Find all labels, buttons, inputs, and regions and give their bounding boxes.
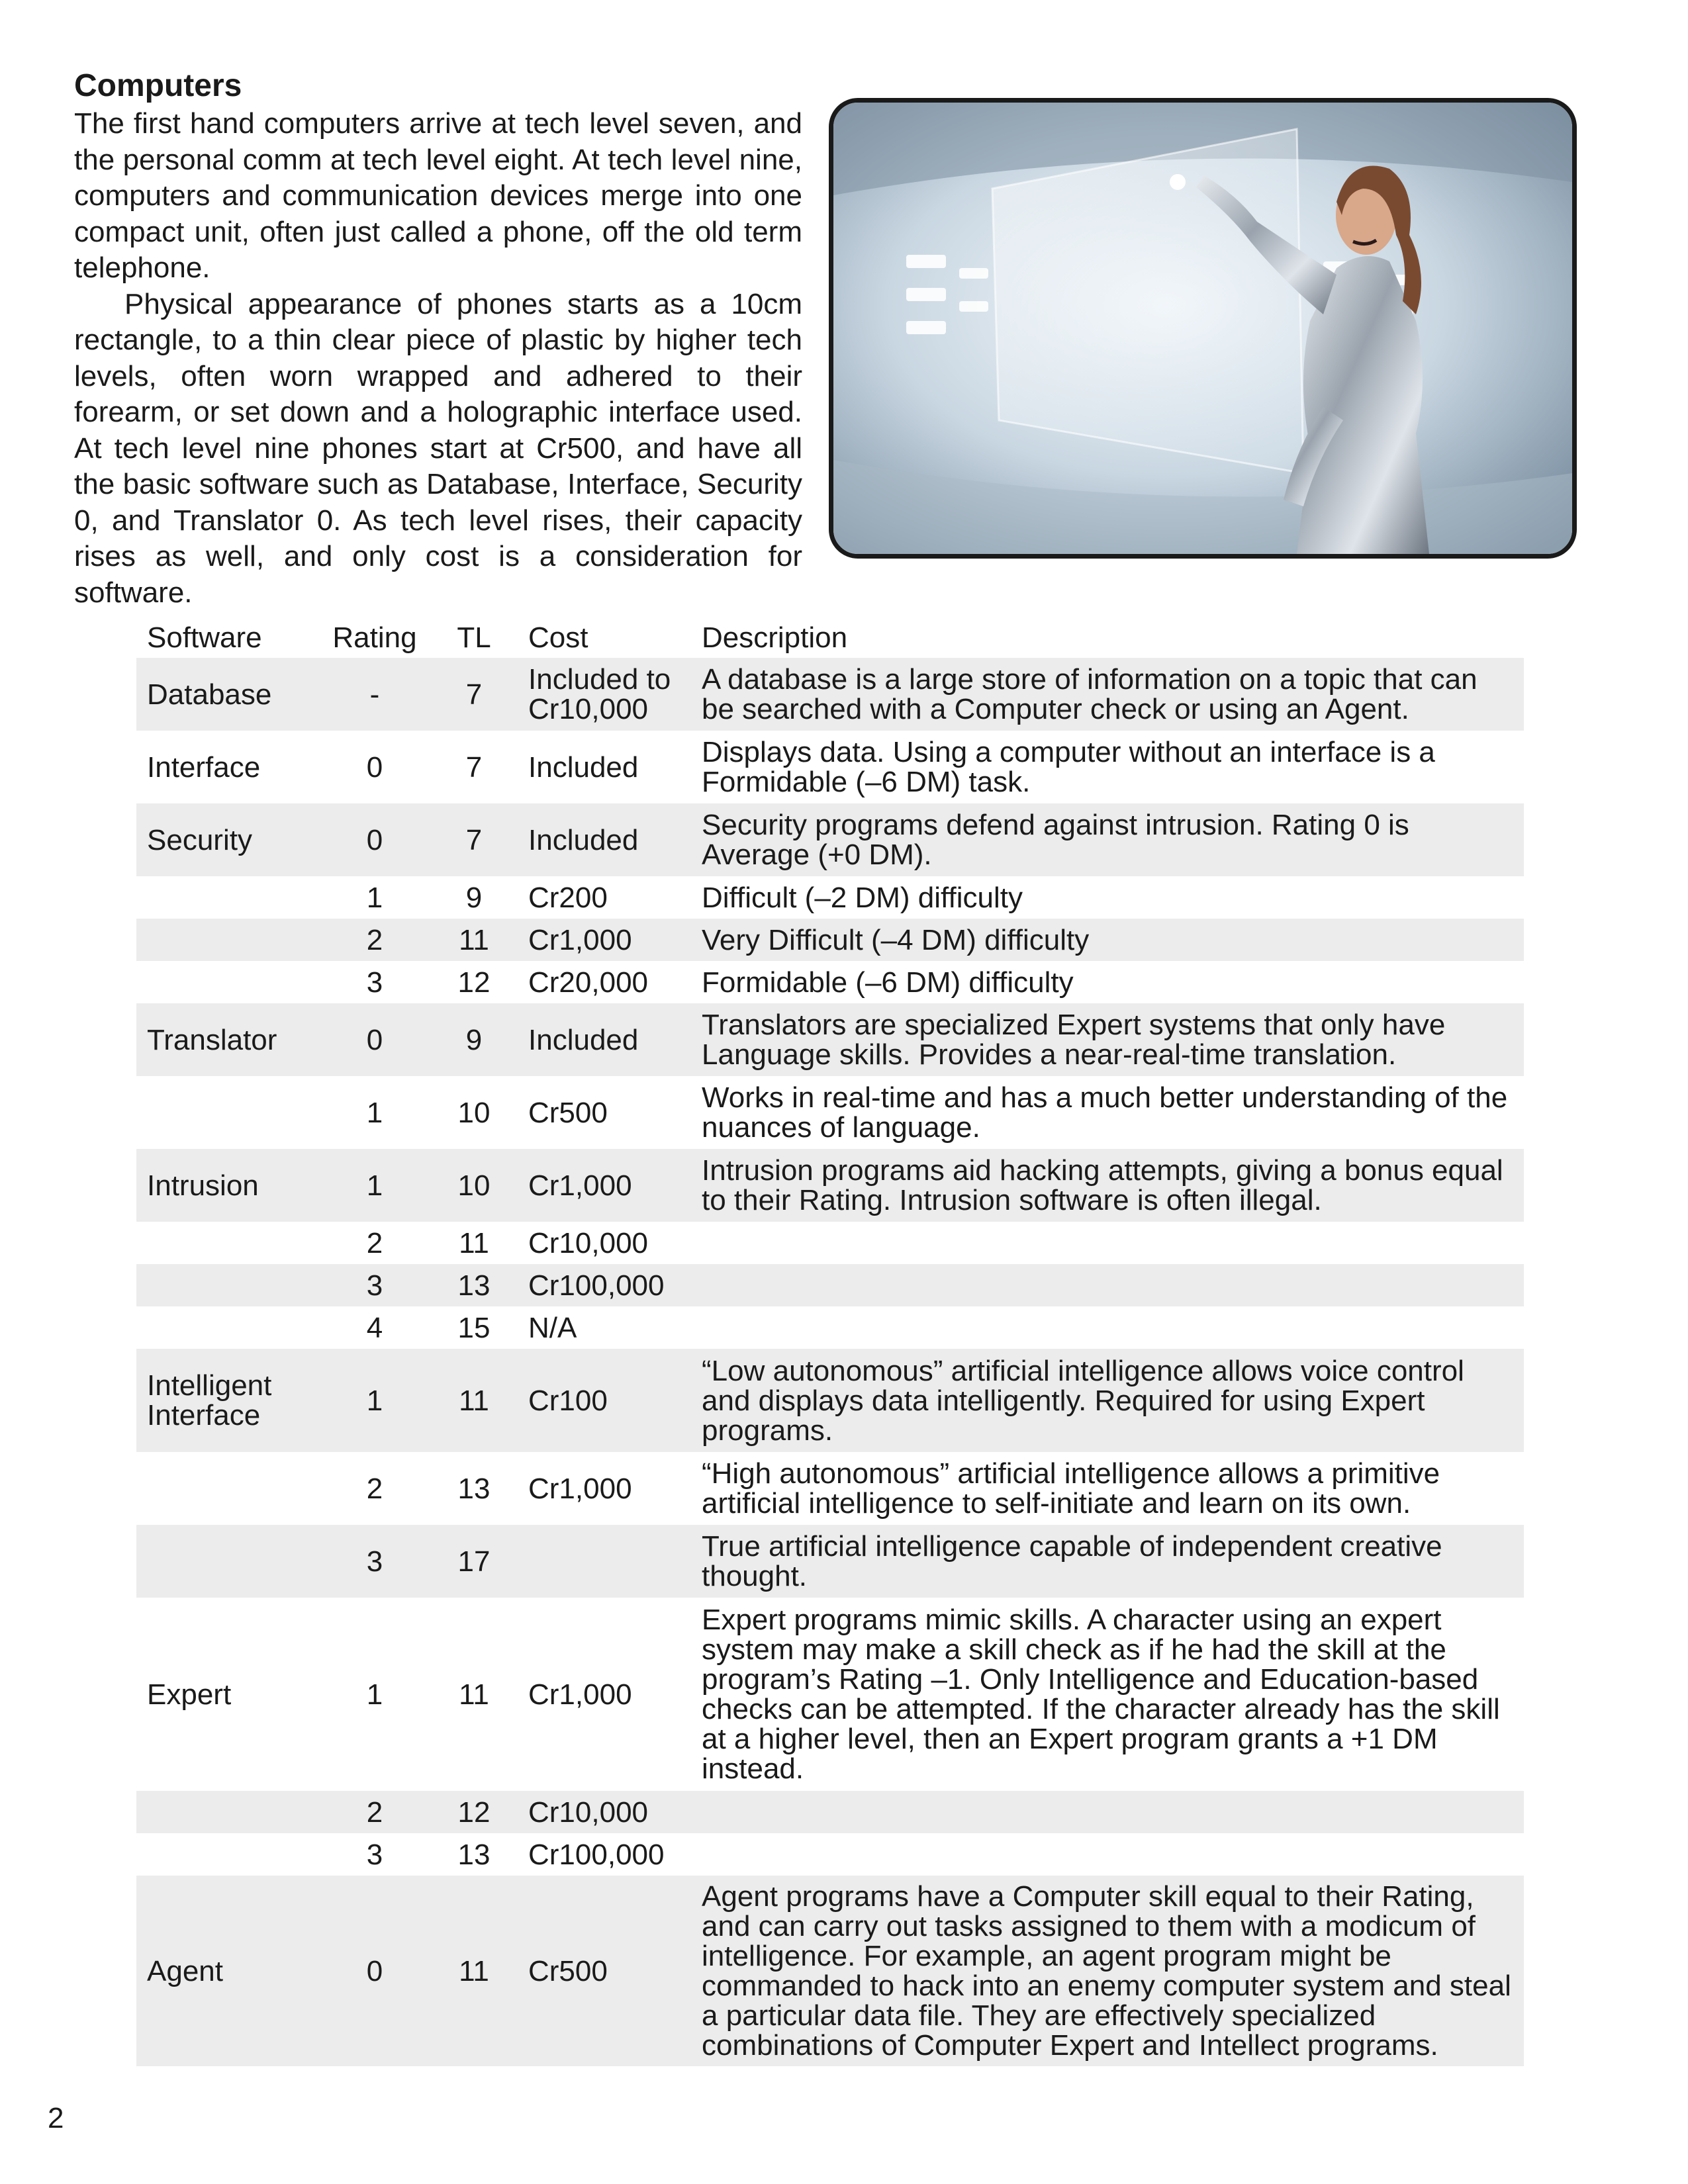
header-description: Description (702, 621, 848, 654)
cell-rating: - (319, 658, 430, 731)
table-row (136, 803, 1524, 876)
cell-software: Intrusion (136, 1149, 319, 1222)
cell-software (136, 1306, 319, 1349)
table-header-row (136, 614, 1524, 658)
cell-description: Works in real-time and has a much better understanding of the nuances of language. (702, 1081, 1508, 1144)
cell-tl: 9 (465, 881, 483, 914)
cell-description (691, 1222, 1524, 1264)
cell-description: “High autonomous” artificial intelligence allows a primitive artificial intelligence to self-initiate and learn on its own. (702, 1457, 1440, 1520)
cell-rating: 1 (366, 881, 383, 914)
cell-tl: 11 (430, 919, 518, 961)
cell-rating: 2 (366, 1226, 383, 1259)
table-row (136, 731, 1524, 803)
table-row (136, 658, 1524, 731)
cell-rating: 0 (319, 1003, 430, 1076)
cell-tl: 13 (430, 1264, 518, 1306)
cell-description: “Low autonomous” artificial intelligence allows voice control and displays data intelligently. Required for using Expert programs. (691, 1349, 1524, 1452)
cell-cost: N/A (528, 1311, 577, 1344)
cell-rating: 2 (319, 1791, 430, 1833)
cell-rating: 2 (366, 1472, 383, 1505)
cell-software (136, 1264, 319, 1306)
table-row (136, 1003, 1524, 1076)
intro-section (74, 66, 802, 611)
hologram-illustration (833, 103, 1572, 554)
cell-description: Intrusion programs aid hacking attempts, giving a bonus equal to their Rating. Intrusion software is often illegal. (691, 1149, 1524, 1222)
cell-software: Intelligent Interface (136, 1349, 319, 1452)
cell-cost: Cr20,000 (528, 966, 649, 999)
cell-software (136, 919, 319, 961)
table-row (136, 919, 1524, 961)
cell-tl: 7 (430, 658, 518, 731)
cell-cost: Cr10,000 (518, 1791, 691, 1833)
software-table (136, 614, 1524, 2066)
cell-software: Security (136, 803, 319, 876)
cell-cost: Included (518, 1003, 691, 1076)
cell-tl: 9 (430, 1003, 518, 1076)
cell-tl: 11 (430, 1349, 518, 1452)
table-row (136, 1149, 1524, 1222)
cell-tl: 17 (430, 1525, 518, 1598)
cell-tl: 7 (430, 803, 518, 876)
cell-software (136, 1525, 319, 1598)
cell-cost: Cr200 (528, 881, 608, 914)
table-row (136, 1876, 1524, 2066)
cell-software (136, 1076, 319, 1149)
cell-cost: Included (518, 803, 691, 876)
cell-software (136, 961, 319, 1003)
cell-description (691, 1791, 1524, 1833)
cell-software: Agent (136, 1876, 319, 2066)
intro-paragraph-1: The first hand computers arrive at tech level seven, and the personal comm at tech level eight. At tech level nine, computers and communication devices merge into one compact unit, often just called a phone, off the old term telephone. (74, 107, 802, 284)
cell-description: Displays data. Using a computer without an interface is a Formidable (–6 DM) task. (702, 736, 1435, 798)
cell-tl: 11 (459, 1226, 489, 1259)
cell-cost: Included (528, 751, 639, 784)
cell-tl: 13 (457, 1472, 491, 1505)
table-row (136, 1222, 1524, 1264)
table-row (136, 1598, 1524, 1791)
cell-tl: 7 (465, 751, 483, 784)
cell-rating: 4 (366, 1311, 383, 1344)
cell-cost: Cr10,000 (528, 1226, 649, 1259)
cell-software (136, 1452, 319, 1525)
hologram-woman-image (829, 98, 1577, 559)
cell-tl: 10 (430, 1149, 518, 1222)
cell-description: True artificial intelligence capable of independent creative thought. (691, 1525, 1524, 1598)
cell-rating: 3 (366, 1838, 383, 1871)
cell-software (136, 1222, 319, 1264)
cell-tl: 10 (457, 1096, 491, 1129)
cell-tl: 11 (459, 1678, 489, 1711)
header-software: Software (147, 621, 262, 654)
cell-rating: 2 (319, 919, 430, 961)
cell-software: Expert (147, 1678, 232, 1711)
cell-rating: 1 (319, 1149, 430, 1222)
cell-tl: 12 (457, 966, 491, 999)
cell-cost: Cr100 (518, 1349, 691, 1452)
cell-cost: Cr1,000 (528, 1472, 632, 1505)
table-row (136, 1349, 1524, 1452)
cell-rating: 1 (366, 1678, 383, 1711)
cell-tl: 13 (457, 1838, 491, 1871)
page-number: 2 (48, 2102, 64, 2134)
table-row (136, 1452, 1524, 1525)
cell-description: Expert programs mimic skills. A character using an expert system may make a skill check as if he had the skill at the program’s Rating –1. Only Intelligence and Education-based checks can be attempted. If the character already has the skill at a higher level, then an Expert program grants a +1 DM instead. (702, 1604, 1500, 1785)
cell-software: Interface (147, 751, 261, 784)
cell-cost: Cr100,000 (518, 1264, 691, 1306)
table-row (136, 1264, 1524, 1306)
cell-software (136, 1791, 319, 1833)
cell-cost: Cr100,000 (528, 1838, 665, 1871)
table-row (136, 876, 1524, 919)
cell-tl: 15 (457, 1311, 491, 1344)
cell-description (691, 1833, 1524, 1876)
table-row (136, 1306, 1524, 1349)
cell-tl: 11 (430, 1876, 518, 2066)
cell-cost: Cr1,000 (528, 1678, 632, 1711)
cell-rating: 1 (366, 1096, 383, 1129)
cell-software: Translator (136, 1003, 319, 1076)
cell-description: Very Difficult (–4 DM) difficulty (691, 919, 1524, 961)
table-row (136, 1525, 1524, 1598)
cell-software (136, 876, 319, 919)
cell-rating: 0 (319, 1876, 430, 2066)
header-tl: TL (457, 621, 491, 654)
cell-description: Difficult (–2 DM) difficulty (702, 881, 1023, 914)
cell-tl: 12 (430, 1791, 518, 1833)
section-title: Computers (74, 68, 242, 103)
cell-rating: 3 (319, 1525, 430, 1598)
cell-software (136, 1833, 319, 1876)
cell-rating: 0 (366, 751, 383, 784)
cell-description (691, 1264, 1524, 1306)
table-row (136, 1791, 1524, 1833)
cell-description: Translators are specialized Expert systems that only have Language skills. Provides a near-real-time translation. (691, 1003, 1524, 1076)
cell-cost: Cr500 (518, 1876, 691, 2066)
cell-description: A database is a large store of information on a topic that can be searched with a Computer check or using an Agent. (691, 658, 1524, 731)
cell-cost: Included to Cr10,000 (518, 658, 691, 731)
cell-description: Agent programs have a Computer skill equal to their Rating, and can carry out tasks assigned to them with a modicum of intelligence. For example, an agent program might be commanded to hack into an enemy computer system and steal a particular data file. They are effectively specialized combinations of Computer Expert and Intellect programs. (691, 1876, 1524, 2066)
header-rating: Rating (332, 621, 417, 654)
cell-rating: 3 (319, 1264, 430, 1306)
cell-cost: Cr1,000 (518, 919, 691, 961)
cell-software: Database (136, 658, 319, 731)
header-cost: Cost (528, 621, 588, 654)
table-row (136, 1833, 1524, 1876)
cell-rating: 3 (366, 966, 383, 999)
cell-rating: 0 (319, 803, 430, 876)
cell-cost (518, 1525, 691, 1598)
cell-description: Formidable (–6 DM) difficulty (702, 966, 1074, 999)
cell-description: Security programs defend against intrusion. Rating 0 is Average (+0 DM). (691, 803, 1524, 876)
intro-paragraph-2: Physical appearance of phones starts as a 10cm rectangle, to a thin clear piece of plastic by higher tech levels, often worn wrapped and adhered to their forearm, or set down and a holographic interface used. At tech level nine phones start at Cr500, and have all the basic software such as Database, Interface, Security 0, and Translator 0. As tech level rises, their capacity rises as well, and only cost is a consideration for software. (74, 287, 802, 609)
cell-cost: Cr500 (528, 1096, 608, 1129)
table-row (136, 961, 1524, 1003)
cell-rating: 1 (319, 1349, 430, 1452)
table-row (136, 1076, 1524, 1149)
cell-cost: Cr1,000 (518, 1149, 691, 1222)
cell-description (691, 1306, 1524, 1349)
